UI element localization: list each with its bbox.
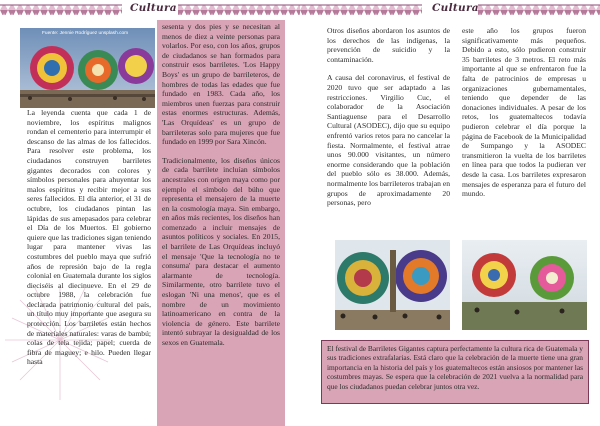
column-3-paragraph-1: Otros diseños abordaron los asuntos de los derechos de las indígenas, la prevención de suicidio y la contaminación. [327,26,450,64]
kite-festival-photo-3 [462,240,587,330]
column-2 [157,20,285,426]
header-left [0,0,300,20]
kite-photo-2-icon [335,240,450,330]
column-4-text: este año los grupos fueron significativamente más pequeños. Debido a esto, sólo pudieron construir 35 barriletes de 3 metros. El reto más importante al que se enfrentaron fue la falta de patrocinios de empresas u organizaciones gubernamentales, teniendo que depender de las donaciones individuales. A pesar de los retos, los guatemaltecos todavía pudieron celebrar el día porque la página de Facebook de la Municipalidad de Sumpango y la ASODEC transmitieron la vuelta de los barriletes en línea para que todos la pudieran ver desde la casa. Los barriletes expresaron mensajes de esperanza para el futuro del mundo. [462,26,586,199]
header-right [300,0,600,20]
column-3 [327,26,450,256]
kite-photo-1-icon [20,28,155,108]
column-3-paragraph-2: A causa del coronavirus, el festival de 2020 tuvo que ser adaptado a las restricciones. Virgilio Cuc, el colaborador de la Asociación Santiaguense para el Desarrollo Cultural (ASODEC), dijo que su equipo enfrentó varios retos para no cancelar la fiesta. Normalmente, el festival atrae unos 90.000 visitantes, un número enorme considerando que la población del pueblo sólo es 38.000. Además, normalmente los barrileteros trabajan en grupos de aproximadamente 20 personas, pero [327,73,450,208]
column-1-text: La leyenda cuenta que cada 1 de noviembre, los espíritus malignos rondan el cementerio para interrumpir el descanso de las almas de los fallecidos. Para resolver este problema, los ciudadanos construyen barriletes gigantes decorados con colores y símbolos personales para ahuyentar los malos espíritus y recibir mejor a sus seres fallecidos. El día anterior, el 31 de octubre, los ciudadanos pintan las lápidas de sus amepasados para celebrar el Día de los Muertos. El gobierno quiere que las tradiciones sigan teniendo lugar para mantener vivas las costumbres del pueblo maya que sufrió años de represión bajo de la regla colonial en Guatemala durante los siglos dieciséis al diecinueve. En el 29 de octubre 1988, la celebración fue declarada patrimonio cultural del país, un título muy importante que asegura su protección. Los barriletes están hechos de materiales naturales: varas de bambú; colas de tela tejida; papel; cuerda de fibra de maguey; e hilo. Pueden llegar hasta [27,108,151,367]
column-2-paragraph-2: Tradicionalmente, los diseños únicos de cada barrilete incluían símbolos ancestrales con origen maya como por ejemplo el símbolo del búho que representa el mensajero de la muerte en la cosmología maya. Sin embargo, en años más recientes, los diseños han comenzado a incluir mensajes de asuntos políticos y sociales. En 2015, el barrilete de Las Orquídeas incluyó el mensaje 'Que la tecnología no te consuma' para destacar el aumento alarmante de tecnología. Similarmente, otro barrilete tuvo el eslogan 'Ni una menos', que es el nombre de un movimiento latinoamericano en contra de la violencia de género. Este barrilete intentó subrayar la desigualdad de los sexos en Guatemala. [162,155,280,347]
kite-festival-photo-2 [335,240,450,330]
header-left-title: Cultura [130,2,177,14]
kite-festival-photo-1 [20,28,155,108]
column-1 [27,108,151,408]
conclusion-box [321,340,589,404]
conclusion-text: El festival de Barriletes Gigantes captura perfectamente la cultura rica de Guatemala y sus tradiciones extrafalarias. Está claro que la celebración de la muerte tiene una gran importancia en la historia del país y los guatemaltecos están ansiosos por mantener las costumbres mayas. Se espera que la celebración de 2021 vuelva a la normalidad para que los ciudadanos puedan celebrar juntos otra vez. [327,344,583,391]
column-2-paragraph-1: sesenta y dos pies y se necesitan al menos de diez a veinte personas para volarlos. Por eso, con los años, grupos de ciudadanos se han formados para construir esos barriletes. 'Los Happy Boys' es un grupo de barrileteros, de hombres de todas las edades que fue fundado en 1983. Cada año, los miembros unen fuerzas para construir estas enormes estructuras. Además, 'Las Orquídeas' es un grupo de barrileteras solo para mujeres que fue fundado en 1999 por Sara Xincón. [162,22,280,147]
photo-credit: Fuente: Jennie Rodríguez unsplash.com [42,31,129,36]
kite-photo-3-icon [462,240,587,330]
column-4 [462,26,586,236]
header-right-title: Cultura [432,2,479,14]
